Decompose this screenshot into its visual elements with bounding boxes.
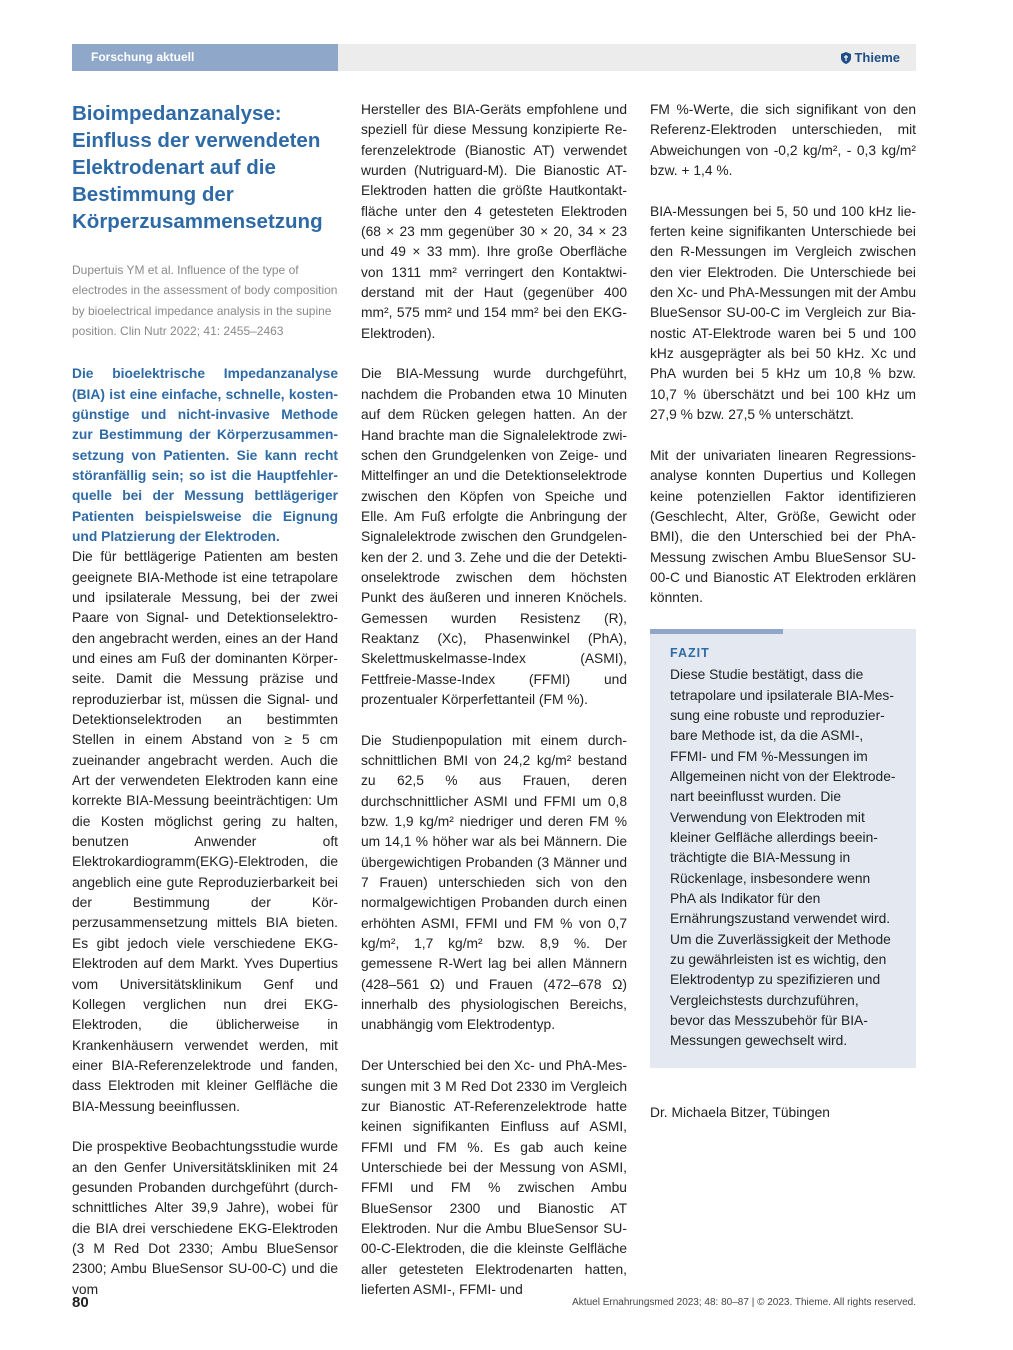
author: Dr. Michaela Bitzer, Tübingen (650, 1104, 830, 1120)
column-2 (361, 100, 627, 1321)
article-title: Bioimpedanzanalyse: Einfluss der verwendeten Elektrodenart auf die Bestimmung der Körperzusammensetzung (72, 102, 323, 233)
publisher-name: Thieme (854, 50, 900, 65)
column-3 (650, 100, 916, 1123)
body-paragraph: Hersteller des BIA-Geräts empfohlene und speziell für diese Messung konzipierte Referenzelektrode (Bianostic AT) verwendet wurden (Nutriguard-M). Die Bianostic AT-Elektroden hatten die größte Hautkontaktfläche unter den 4 getesteten Elektroden (68 × 23 mm gegenüber 30 × 20, 34 × 23 und 49 × 33 mm). Ihre große Oberfläche von 1311 mm² verringert den Kontaktwiderstand mit der Haut (gegenüber 400 mm², 575 mm² und 154 mm² bei den EKG-Elektroden). (361, 102, 627, 341)
fazit-box (650, 629, 916, 1068)
article-lead: Die bioelektrische Impedanzanalyse (BIA) ist eine einfache, schnelle, kostengünstige und nicht-invasive Methode zur Bestimmung der Körperzusammensetzung von Patienten. Sie kann recht störanfällig sein; so ist die Hauptfehlerquelle bei der Messung bettlägeriger Patienten beispielsweise die Eignung und Platzierung der Elektroden. (72, 366, 338, 544)
body-paragraph: FM %-Werte, die sich signifikant von den Referenz-Elektroden unterschieden, mit Abweichungen von -0,2 kg/m², - 0,3 kg/m² bzw. + 1,4 %. (650, 102, 916, 179)
header-bar (72, 44, 916, 71)
body-paragraph: Die für bettlägerige Patienten am besten geeignete BIA-Methode ist eine tetrapolare und ipsilaterale Messung, bei der zwei Paare von Signal- und Detektionselektroden angebracht werden, eines an der Hand und eines am Fuß der dominanten Körperseite. Damit die Messung präzise und reproduzierbar ist, müssen die Signal- und Detektionselektroden an bestimmten Stellen in einem Abstand von ≥ 5 cm zueinander angebracht werden. Auch die Art der verwendeten Elektroden kann eine korrekte BIA-Messung beeinträchtigen: Um die Kosten möglichst gering zu halten, benutzen Anwender oft Elektrokardiogramm(EKG)-Elektroden, die angeblich eine gute Reproduzierbarkeit bei der Bestimmung der Körperzusammensetzung mittels BIA bieten. Es gibt jedoch viele verschiedene EKG-Elektroden auf dem Markt. Yves Dupertius vom Universitätsklinikum Genf und Kollegen verglichen nun drei EKG-Elektroden, die üblicherweise in Krankenhäusern verwendet werden, mit einer BIA-Referenzelektrode und fanden, dass Elektroden mit kleiner Gelfläche die BIA-Messung beeinflussen. (72, 549, 338, 1114)
column-1 (72, 100, 338, 1320)
fazit-title: FAZIT (670, 645, 710, 660)
fazit-text: Diese Studie bestätigt, dass die tetrapolare und ipsilaterale BIA-Messung eine robuste und reproduzierbare Methode ist, da die ASMI-, FFMI- und FM %-Messungen im Allgemeinen nicht von der Elektrodenart beeinflusst wurden. Die Verwendung von Elektroden mit kleiner Gelfläche allerdings beeinträchtigte die BIA-Messung in Rückenlage, insbesondere wenn PhA als Indikator für den Ernährungszustand verwendet wird. Um die Zuverlässigkeit der Methode zu gewährleisten ist es wichtig, den Elektrodentyp zu spezifizieren und Vergleichstests durchzuführen, bevor das Messzubehör für BIA-Messungen gewechselt wird. (670, 667, 896, 1049)
thieme-shield-icon (841, 52, 851, 64)
page-number: 80 (72, 1294, 89, 1311)
body-paragraph: Die Studienpopulation mit einem durchschnittlichen BMI von 24,2 kg/m² bestand zu 62,5 % aus Frauen, deren durchschnittlicher ASMI und FFMI um 0,8 bzw. 1,9 kg/m² niedriger und deren FM % um 14,1 % höher war als bei Männern. Die übergewichtigen Probanden (3 Männer und 7 Frauen) unterschieden sich von den normalgewichtigen Probanden durch einen erhöhten ASMI, FFMI und FM % von 0,7 kg/m², 1,7 kg/m² bzw. 8,9 %. Der gemessene R-Wert lag bei allen Männern (428–561 Ω) und Frauen (472–678 Ω) innerhalb des physiologischen Bereichs, unabhängig vom Elektrodentyp. (361, 732, 627, 1033)
article-citation: Dupertuis YM et al. Influence of the type of electrodes in the assessment of body composition by bioelectrical impedance analysis in the supine position. Clin Nutr 2022; 41: 2455–2463 (72, 263, 338, 338)
body-paragraph: Mit der univariaten linearen Regressionsanalyse konnten Dupertius und Kollegen keine potenziellen Faktor identifizieren (Geschlecht, Alter, Größe, Gewicht oder BMI), die den Unterschied bei der PhA-Messung zwischen Ambu BlueSensor SU-00-C und Bianostic AT Elektroden erklären könnten. (650, 447, 916, 606)
footer-citation: Aktuel Ernahrungsmed 2023; 48: 80–87 | © 2023. Thieme. All rights reserved. (572, 1297, 916, 1308)
body-paragraph: Die BIA-Messung wurde durchgeführt, nachdem die Probanden etwa 10 Minuten auf dem Rücken gelegen hatten. An der Hand brachte man die Signalelektrode zwischen den Grundgelenken von Zeige- und Mittelfinger an und die Detektionselektrode zwischen den Köpfen von Speiche und Elle. Am Fuß erfolgte die Anbringung der Signalelektrode zwischen den Grundgelenken der 2. und 3. Zehe und die der Detektionselektrode zwischen dem höchsten Punkt des äußeren und inneren Knöchels. Gemessen wurden Resistenz (R), Reaktanz (Xc), Phasenwinkel (PhA), Skelettmuskelmasse-Index (ASMI), Fettfreie-Masse-Index (FFMI) und prozentualer Körperfettanteil (FM %). (361, 366, 627, 707)
body-paragraph: Der Unterschied bei den Xc- und PhA-Messungen mit 3 M Red Dot 2330 im Vergleich zur Bianostic AT-Referenzelektrode hatte keinen signifikanten Einfluss auf ASMI, FFMI und FM %. Es gab auch keine Unterschiede bei der Messung von ASMI, FFMI und FM % zwischen Ambu BlueSensor 2300 und Bianostic AT Elektroden. Nur die Ambu BlueSensor SU-00-C-Elektroden, die die kleinste Gelfläche aller getesteten Elektrodenarten hatten, lieferten ASMI-, FFMI- und (361, 1058, 627, 1297)
fazit-accent-bar (650, 629, 783, 634)
body-paragraph: BIA-Messungen bei 5, 50 und 100 kHz lieferten keine signifikanten Unterschiede bei den R-Messungen im Vergleich zwischen den vier Elektroden. Die Unterschiede bei den Xc- und PhA-Messungen mit der Ambu BlueSensor SU-00-C im Vergleich zur Bianostic AT-Elektrode waren bei 5 und 100 kHz ausgeprägter als bei 50 kHz. Xc und PhA wurden bei 5 kHz um 10,8 % bzw. 10,7 % überschätzt und bei 100 kHz um 27,9 % bzw. 27,5 % unterschätzt. (650, 203, 916, 423)
publisher-logo (841, 44, 900, 71)
section-tag: Forschung aktuell (72, 44, 338, 71)
body-paragraph: Die prospektive Beobachtungsstudie wurde an den Genfer Universitätskliniken mit 24 gesunden Probanden durchgeführt (durchschnittliches Alter 39,9 Jahre), wobei für die BIA drei verschiedene EKG-Elektroden (3 M Red Dot 2330; Ambu BlueSensor 2300; Ambu BlueSensor SU-00-C) und die vom (72, 1139, 338, 1297)
